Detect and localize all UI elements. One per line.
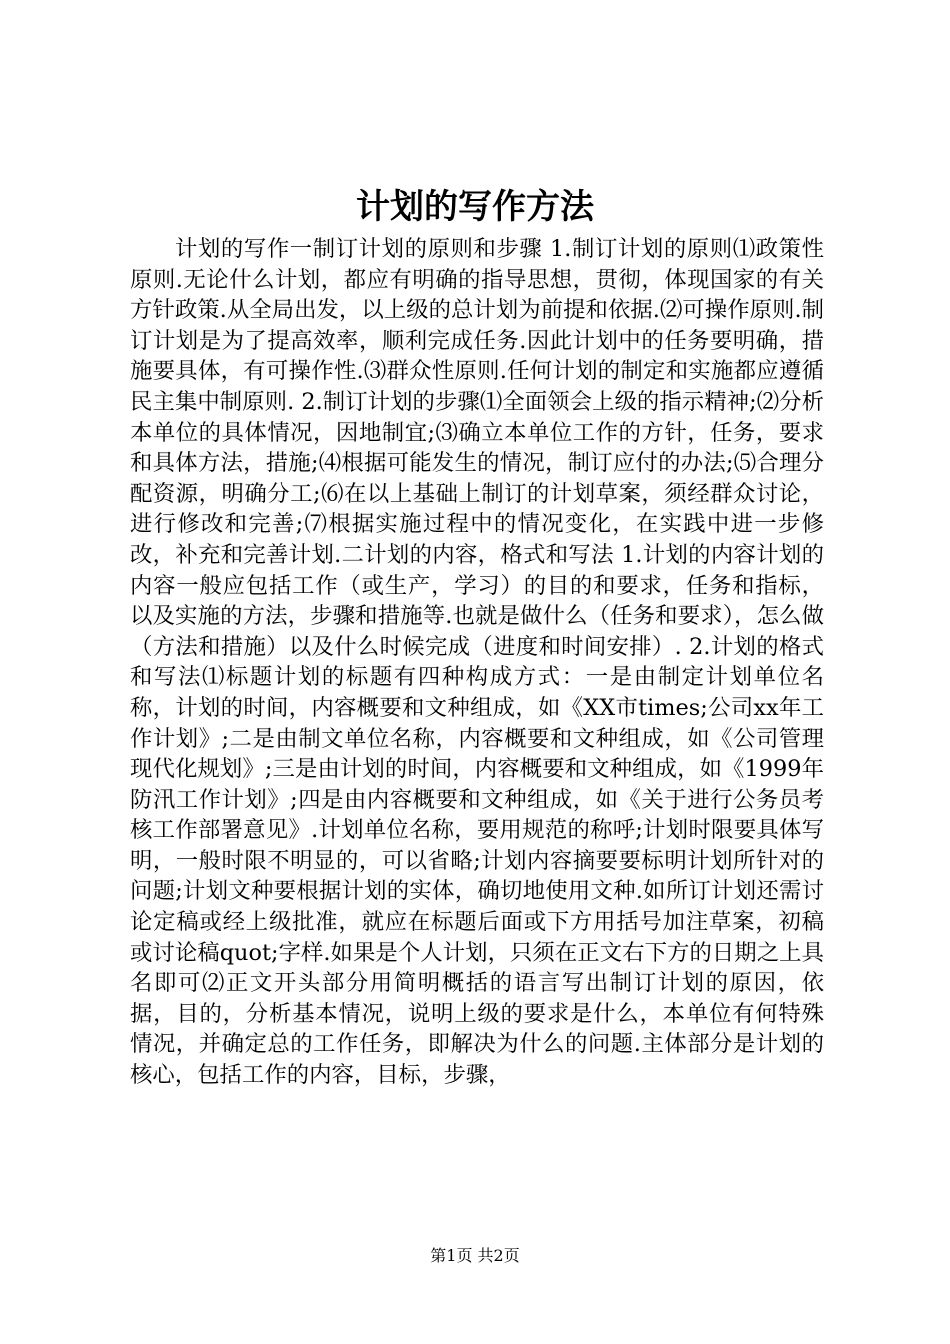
- document-title: 计划的写作方法: [356, 187, 594, 227]
- document-body: 计划的写作一制订计划的原则和步骤 1.制订计划的原则⑴政策性原则.无论什么计划，都应有明确的指导思想，贯彻，体现国家的有关方针政策.从全局出发，以上级的总计划为前提和依据.⑵可操作原则.制订计划是为了提高效率，顺利完成任务.因此计划中的任务要明确，措施要具体，有可操作性.⑶群众性原则.任何计划的制定和实施都应遵循民主集中制原则. 2.制订计划的步骤⑴全面领会上级的指示精神;⑵分析本单位的具体情况，因地制宜;⑶确立本单位工作的方针，任务，要求和具体方法，措施;⑷根据可能发生的情况，制订应付的办法;⑸合理分配资源，明确分工;⑹在以上基础上制订的计划草案，须经群众讨论，进行修改和完善;⑺根据实施过程中的情况变化，在实践中进一步修改，补充和完善计划.二计划的内容，格式和写法 1.计划的内容计划的内容一般应包括工作（或生产，学习）的目的和要求，任务和指标，以及实施的方法，步骤和措施等.也就是做什么（任务和要求），怎么做（方法和措施）以及什么时候完成（进度和时间安排）. 2.计划的格式和写法⑴标题计划的标题有四种构成方式：一是由制定计划单位名称，计划的时间，内容概要和文种组成，如《XX市times;公司xx年工作计划》;二是由制文单位名称，内容概要和文种组成，如《公司管理现代化规划》;三是由计划的时间，内容概要和文种组成，如《1999年防汛工作计划》;四是由内容概要和文种组成，如《关于进行公务员考核工作部署意见》.计划单位名称，要用规范的称呼;计划时限要具体写明，一般时限不明显的，可以省略;计划内容摘要要标明计划所针对的问题;计划文种要根据计划的实体，确切地使用文种.如所订计划还需讨论定稿或经上级批准，就应在标题后面或下方用括号加注草案，初稿或讨论稿quot;字样.如果是个人计划，只须在正文右下方的日期之上具名即可⑵正文开头部分用简明概括的语言写出制订计划的原因，依据，目的，分析基本情况，说明上级的要求是什么，本单位有何特殊情况，并确定总的工作任务，即解决为什么的问题.主体部分是计划的核心，包括工作的内容，目标，步骤，: [130, 236, 824, 1089]
- page-number: 第1页 共2页: [430, 1246, 520, 1265]
